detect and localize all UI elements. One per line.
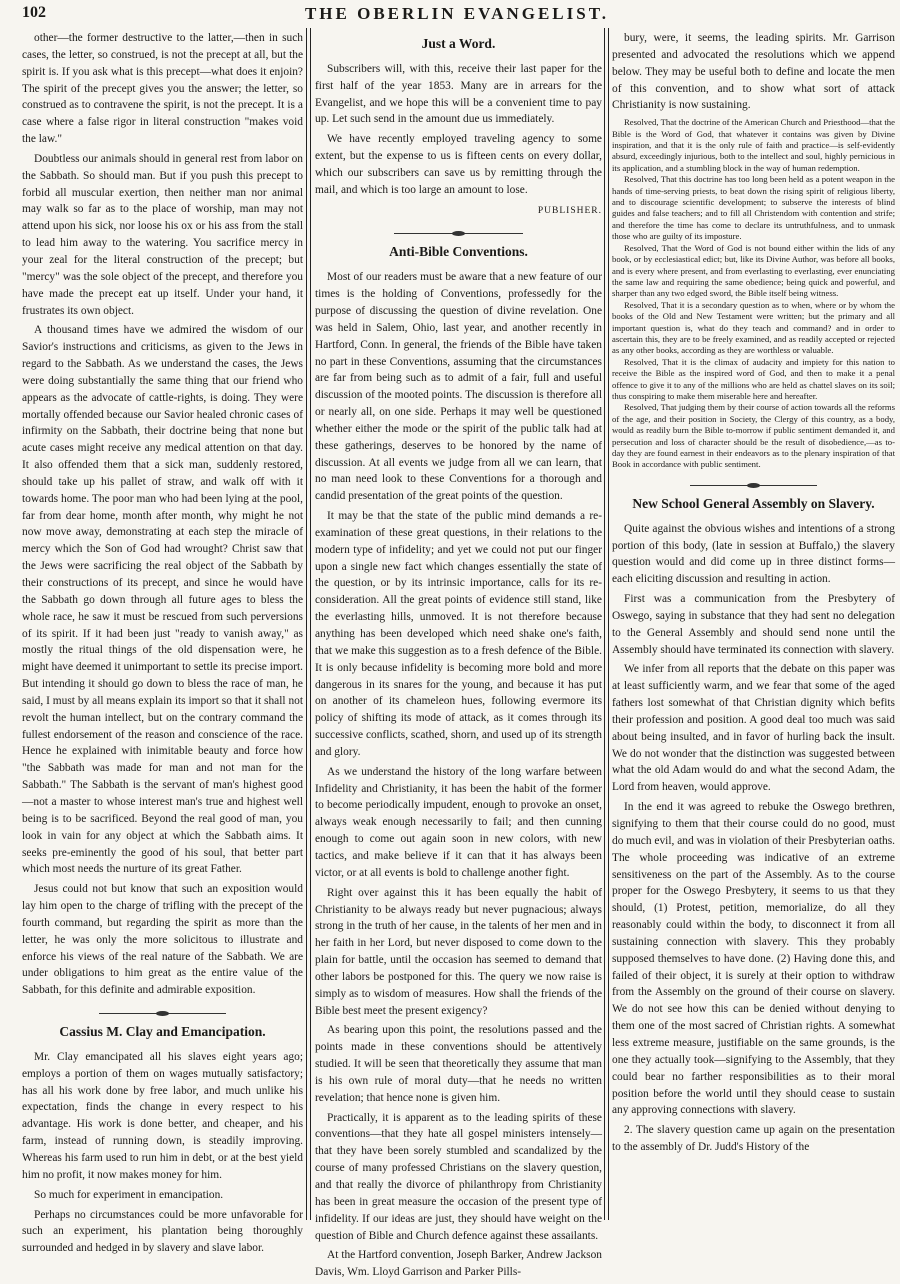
section-divider [690, 485, 817, 486]
paragraph: other—the former destructive to the latter,—then in such cases, the letter, so construed, is not the precept at all, but the spirit is. If you ask what is this precept—what does it enjoin? The spirit of the precept gives you the answer; the letter, so construed as to contravene the spirit, is not the precept. It is a case where a false rigor in literal construction "makes void the law." [22, 32, 303, 146]
resolution-paragraph: Resolved, That it is a secondary question as to when, where or by whom the books of the Old and New Testament were written; but the primary and all important question is, what do they teach and command? and in order to ascertain this, they are to be freely examined, and as readily accepted or rejected as any other books, according as they are worthless or valuable. [612, 299, 895, 356]
paragraph: We have recently employed traveling agency to some extent, but the expense to us is fifteen cents on every dollar, which our subscribers can save us by remitting through the mail, and which is too large an amount to lose. [315, 133, 602, 196]
paragraph: Perhaps no circumstances could be more unfavorable for such an experiment, his plantation being thoroughly surrounded and hedged in by slavery and slave labor. [22, 1208, 303, 1255]
resolution-paragraph: Resolved, That the doctrine of the American Church and Priesthood—that the Bible is the Word of God, that whatever it contains was given by Divine inspiration, and that it is the only rule of faith and practice—is self-evidently absurd, exceedingly injurious, both to the intellect and soul, highly pernicious in its application, and a stumbling block in the way of human redemption. [612, 117, 895, 173]
column-divider [306, 28, 311, 1220]
paragraph: At the Hartford convention, Joseph Barker, Andrew Jackson Davis, Wm. Lloyd Garrison and Parker Pills- [315, 1249, 602, 1279]
paragraph: Right over against this it has been equally the habit of Christianity to be always ready but never pugnacious; always strong in the truth of her cause, in the talents of her men and in her faith in her Lord, but never disposed to come down to the plain for battle, until the occasion has seemed to demand that other labors be postponed for this. The query we now raise is simply as to wisdom of measures. How shall the friends of the Bible best meet the present exigency? [315, 886, 602, 1017]
article-headline: Cassius M. Clay and Emancipation. [59, 1024, 266, 1040]
section-divider [99, 1013, 225, 1014]
signature: PUBLISHER. [537, 205, 602, 216]
column-middle [315, 30, 602, 1284]
paragraph: It may be that the state of the public mind demands a re-examination of these great questions, in their relations to the modern type of infidelity; and yet we could not put our finger upon a single new fact which changes essentially the state of the question, or by its intrinsic importance, calls for its re-consideration. All the great points of evidence still stand, like the everlasting hills, unmoved. It is not therefore because anything has been developed which need shake one's faith, that we make this suggestion as to a fresh defence of the Bible. It is only because infidelity is becoming more bold and more dangerous in its snares for the young, and because it has put on another of its chameleon hues, following evermore its policy of shifting its mode of attack, as it comes through its successive conflicts, scathed, shorn, and used up of its strength and glory. [315, 510, 602, 758]
article-headline: Just a Word. [421, 36, 496, 51]
paragraph: So much for experiment in emancipation. [34, 1188, 224, 1201]
section-divider [394, 233, 523, 234]
resolution-paragraph: Resolved, That the Word of God is not bound either within the lids of any book, or by ecclesiastical edict; but, like its Divine Author, was before all books, and is every where present, and from everlasting to everlasting, ever enunciating the same law and requiring the same obedience; being quick and powerful, and sharper than any two edged sword, the Bible itself being witness. [612, 242, 895, 299]
resolution-paragraph: Resolved, That judging them by their course of action towards all the reforms of the age, and their position in Society, the Clergy of this country, as a body, would as readily burn the Bible to-morrow if public sentiment demanded it, and persecution and loss of character should be the result of disobedience,—as to-day they are found earnest in their endeavors as to the plenary inspiration of that Book in accordance with public sentiment. [612, 402, 895, 470]
article-headline: Anti-Bible Conventions. [389, 244, 528, 260]
resolution-paragraph: Resolved, That this doctrine has too long been held as a potent weapon in the hands of time-serving priests, to beat down the rising spirit of religious liberty, and to discourage scientific development; to subserve the interests of blind guides and false teachers; and to fill all Christendom with contention and strife; and therefore the time has come to declare its untruthfulness, and to unmask those who are guilty of its imposture. [612, 174, 895, 242]
paragraph: bury, were, it seems, the leading spirits. Mr. Garrison presented and advocated the resolutions which we append below. They may be useful both to define and locate the men of this convention, and to show what sort of attack Christianity is now sustaining. [612, 32, 895, 112]
page-header [22, 4, 892, 26]
paragraph: First was a communication from the Presbytery of Oswego, saying in substance that they had sent no delegation to the General Assembly and should send none until the Assembly should have terminated its connection with slavery. [612, 593, 895, 656]
column-right [612, 30, 895, 1159]
page-number: 102 [22, 4, 46, 21]
paragraph: Subscribers will, with this, receive their last paper for the first half of the year 1853. Many are in arrears for the Evangelist, and we hope this will be a convenient time to pay up. Let such send in the amount due us immediately. [315, 62, 602, 126]
paragraph: A thousand times have we admired the wisdom of our Savior's instructions and criticisms, as given to the Jews in regard to the Sabbath. As we understand the cases, the Jews were doing substantially the same thing that our friend who appears as the advocate of cattle-rights, is doing. They were mortally offended because our Savior healed chronic cases of infirmity on the Sabbath, their doctrine being that none but acute cases might receive any medical attention on that day. It also offended them that a sick man, suddenly restored, should take up his pallet of straw, and walk off with it towards home. The poor man who had been lying at the pool, far from dear home, month after month, why might he not now move away, demonstrating at each step the miracle of mercy which the Son of God had wrought? Christ saw that the Jews were sacrificing the real object of the Sabbath by their constructions of its precept, and since he would have the Sabbath go down through all future ages to bless the whole race, he saw it must be rescued from such perversions of its spirit. If it had been just "ready to vanish away," as mostly the ritual things of the old dispensation were, he might have deemed it unimportant to settle its precise import. But intending it should go down to bless the race of man, he said, I must by all means explain its import so that it shall not revolt the human intellect, but on the contrary command the fullest endorsement of the reason and conscience of the race. Hence he explained with inimitable beauty and force how "the Sabbath was made for man and not man for the Sabbath." The Sabbath is the servant of man's highest good—not a master to whose interest man's true and highest well being is to be sacrificed. Beyond the real good of man, you look in vain for any object at which the Sabbath aims. It seeks pre-eminently the good of his soul, that better part which most needs the nurture of its great Father. [22, 324, 303, 876]
article-headline: New School General Assembly on Slavery. [632, 495, 875, 511]
paragraph: As bearing upon this point, the resolutions passed and the points made in these conventions should be attentively studied. It will be seen that theoretically they assume that man is his own rule of moral duty—that he needs no written revelation; that hence none is given him. [315, 1024, 602, 1104]
column-left [22, 30, 303, 1260]
paragraph: Practically, it is apparent as to the leading spirits of these conventions—that they hate all gospel ministers intensely—that they have been sorely stumbled and scandalized by the course of many professed Christians on the slavery question, and that really the divorce of philanthropy from Christianity has been in great measure the occasion of the present type of infidelity. If our ideas are just, they should have weight on the question of Bible and Church defence against these assailants. [315, 1111, 602, 1242]
paragraph: Mr. Clay emancipated all his slaves eight years ago; employs a portion of them on wages mutually satisfactory; has all his work done by free labor, and much unlike his expectation, finds the change in every respect to his advantage. His work is done better, and cheaper, and his farm, instead of running down, is steadily improving. Whereas his farm used to run him in debt, or at the best yield him no profit, it now makes money for him. [22, 1050, 303, 1181]
resolution-paragraph: Resolved, That it is the climax of audacity and impiety for this nation to receive the Bible as the inspired word of God, and then to make it a penal offence to give it to any of the millions who are held as chattel slaves on its soil; thus conspiring to make them miserable here and hereafter. [612, 356, 895, 401]
paragraph: 2. The slavery question came up again on the presentation to the assembly of Dr. Judd's History of the [612, 1124, 895, 1154]
paragraph: Quite against the obvious wishes and intentions of a strong portion of this body, (late in session at Buffalo,) the slavery question would and did come up in three distinct forms—each eliciting discussion and resulting in action. [612, 522, 895, 586]
paragraph: Doubtless our animals should in general rest from labor on the Sabbath. So should man. But if you push this precept to forbid all muscular exertion, then neither man nor animal may walk so far as to the place of worship, man may not attend upon his sick, nor loose his ox or his ass from the stall to lead him away to the watering. You sacrifice mercy in your zeal for the literal construction of the precept; but "mercy" was the sole object of the precept, and therefore you have made the precept eat up itself. Under your hand, it frustrates its own object. [22, 152, 303, 317]
paragraph: As we understand the history of the long warfare between Infidelity and Christianity, it has been the habit of the former to become periodically impudent, enough to provoke an onset, always weak enough necessarily to fail; and then cunning enough to come out again soon in new colors, with new tactics, and make believe if it can that it has always been victor, or at all events is bold to challenge another fight. [315, 765, 602, 879]
paragraph: In the end it was agreed to rebuke the Oswego brethren, signifying to them that their course could do no good, must do much evil, and was in violation of their Presbyterian oaths. The whole proceeding was indicative of an extreme sensitiveness on the part of the Assembly. As to the course proper for the Oswego Presbytery, it seems to us that they should, (1) Protest, petition, memorialize, do all they reasonably could within the body, to disconnect it from all sustaining connection with slavery. This they probably supposed themselves to have done. (2) Having done this, and failed of their object, it is surely at their option to withdraw from the Assembly on the ground of their course on slavery. We do not see how this can be denied without denying to them one of the most sacred of Christian rights. A somewhat less extreme measure, justifiable on the same grounds, is the one they actually took—signifying to the Assembly, that they could bear no farther responsibilities as to their moral position before the world until they should cease to sustain any approving connections with slavery. [612, 801, 895, 1117]
newspaper-title: THE OBERLIN EVANGELIST. [304, 4, 610, 23]
paragraph: Jesus could not but know that such an exposition would lay him open to the charge of trifling with the precept of the fourth command, but regarding the spirit as more than the letter, he was only the more solicitous to illustrate and enforce his views of the real nature of the Sabbath. We are under obligations to him great as the entire value of the Sabbath, for this definite and admirable exposition. [22, 883, 303, 997]
paragraph: Most of our readers must be aware that a new feature of our times is the holding of Conventions, professedly for the purpose of discussing the question of divine revelation. One was held in Salem, Ohio, last year, and another recently in Hartford, Conn. In general, the friends of the Bible have taken no part in these Conventions, assuming that the circumstances are far from being such as to admit of a fair, full and useful discussion of the mooted points. The discussion is therefore all or nearly all, on one side. Perhaps it may well be questioned whether either the mode or the spirit of the public talk had at these gatherings, deserves to be honored by the name of discussion. At all events we judge from all we can learn, that no man need look to these Conventions for a thorough and candid presentation of the great points of the question. [315, 271, 602, 503]
paragraph: We infer from all reports that the debate on this paper was at least sufficiently warm, and we fear that some of the aged fathers lost somewhat of that Christian dignity which befits their profession and position. A good deal too much was said about being insulted, and in favor of hurling back the insult. We do not wonder that the distinction was suggested between what the old Adam would do and what the second Adam, the Lord from heaven, would approve. [612, 663, 895, 794]
column-divider [604, 28, 609, 1220]
